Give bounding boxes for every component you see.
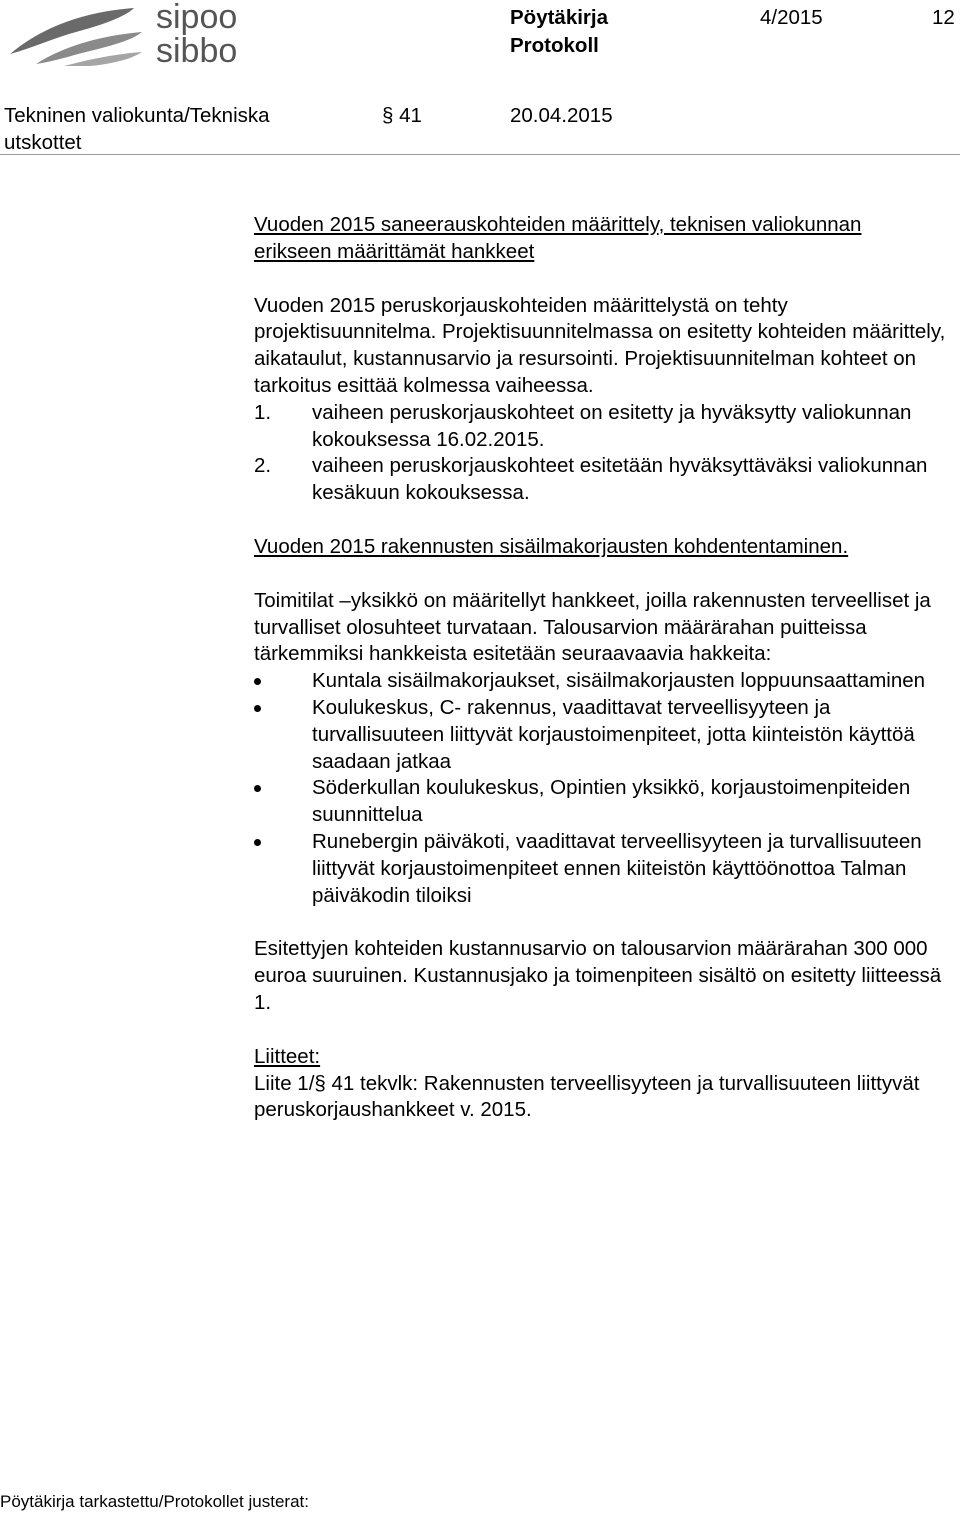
section-title <box>254 212 954 266</box>
subheading: Vuoden 2015 rakennusten sisäilmakorjausten kohdententaminen. <box>254 534 849 558</box>
phase-item <box>254 400 954 454</box>
projects-paragraph: Toimitilat –yksikkö on määritellyt hankkeet, joilla rakennusten terveelliset ja turvalliset olosuhteet turvataan. Talousarvion määrärahan puitteissa tärkemmiksi hankkeista esitetään seuraavaavia hakkeita: <box>254 588 931 666</box>
document-body <box>254 212 954 1124</box>
list-item-text: Runebergin päiväkoti, vaadittavat terveellisyyteen ja turvallisuuteen liittyvät korjaustoimenpiteet ennen kiiteistön käyttöönottoa Talman päiväkodin tiloiksi <box>312 829 922 907</box>
logo-swoosh-icon <box>6 2 146 70</box>
header-divider <box>0 154 960 155</box>
list-item <box>254 668 954 695</box>
committee-name-sv: utskottet <box>4 131 82 154</box>
cost-paragraph: Esitettyjen kohteiden kustannusarvio on talousarvion määrärahan 300 000 euroa suuruinen. Kustannusjako ja toimenpiteen sisältö on esitetty liitteessä 1. <box>254 937 942 1014</box>
page-number: 12 <box>932 6 955 29</box>
list-item-text: Söderkullan koulukeskus, Opintien yksikkö, korjaustoimenpiteiden suunnittelua <box>312 776 911 827</box>
committee-name-fi: Tekninen valiokunta/Tekniska <box>4 104 270 127</box>
logo-text-sipoo: sipoo <box>156 0 238 36</box>
doc-type-sv: Protokoll <box>510 34 599 57</box>
doc-type-fi: Pöytäkirja <box>510 6 608 29</box>
section-number: § 41 <box>382 104 422 127</box>
logo-text-sibbo: sibbo <box>156 32 238 70</box>
phase-list <box>254 400 954 507</box>
phase-text: vaiheen peruskorjauskohteet on esitetty ja hyväksytty valiokunnan kokouksessa 16.02.2015. <box>312 400 912 451</box>
attachments-heading: Liitteet: <box>254 1044 321 1068</box>
phase-text: vaiheen peruskorjauskohteet esitetään hyväksyttäväksi valiokunnan kesäkuun kokouksessa. <box>312 454 928 505</box>
sipoo-sibbo-logo <box>6 0 256 70</box>
footer-verification: Pöytäkirja tarkastettu/Protokollet justerat: <box>0 1492 309 1511</box>
list-item <box>254 695 954 775</box>
attachment-item: Liite 1/§ 41 tekvlk: Rakennusten terveellisyyteen ja turvallisuuteen liittyvät peruskorjaushankkeet v. 2015. <box>254 1071 920 1122</box>
list-item <box>254 829 954 909</box>
phase-number: 1. <box>254 400 272 424</box>
minutes-number: 4/2015 <box>760 6 823 29</box>
list-item-text: Koulukeskus, C- rakennus, vaadittavat terveellisyyteen ja turvallisuuteen liittyvät korjaustoimenpiteet, jotta kiinteistön käyttöä saadaan jatkaa <box>312 695 915 773</box>
list-item-text: Kuntala sisäilmakorjaukset, sisäilmakorjausten loppuunsaattaminen <box>312 669 926 693</box>
section-title-line1: Vuoden 2015 saneerauskohteiden määrittely, teknisen valiokunnan <box>254 213 862 236</box>
intro-paragraph: Vuoden 2015 peruskorjauskohteiden määrittelystä on tehty projektisuunnitelma. Projektisuunnitelmassa on esitetty kohteiden määrittely, aikataulut, kustannusarvio ja resursointi. Projektisuunnitelman kohteet on tarkoitus esittää kolmessa vaiheessa. <box>254 293 946 397</box>
phase-number: 2. <box>254 454 272 478</box>
section-title-line2: erikseen määrittämät hankkeet <box>254 239 535 263</box>
project-list <box>254 668 954 909</box>
meeting-date: 20.04.2015 <box>510 104 613 127</box>
list-item <box>254 775 954 829</box>
phase-item <box>254 453 954 507</box>
